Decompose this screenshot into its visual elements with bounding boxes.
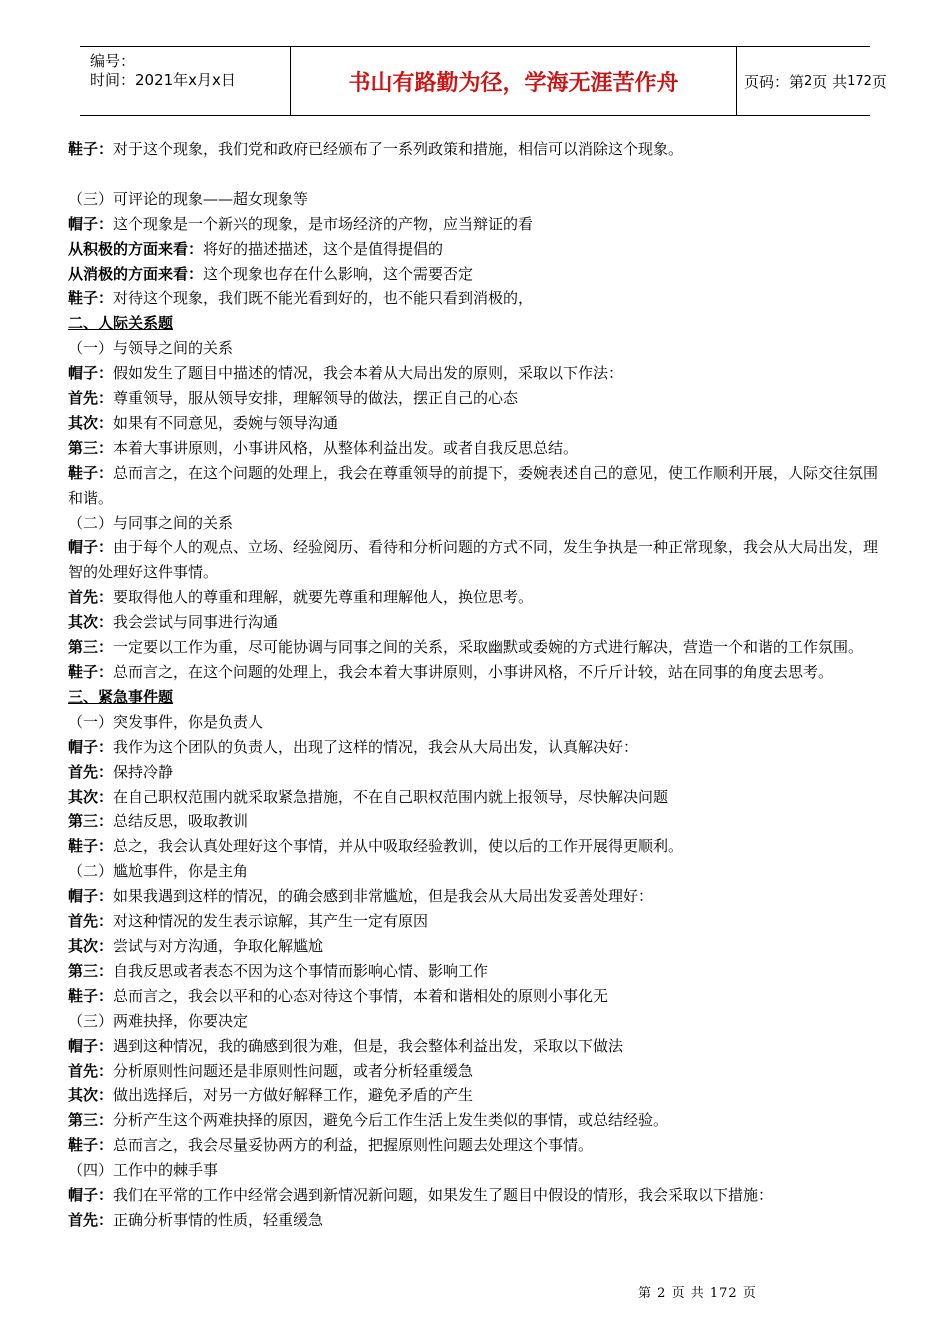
footer-prefix: 第 [638, 1286, 653, 1301]
paragraph-text: 自我反思或者表态不因为这个事情而影响心情、影响工作 [113, 961, 489, 980]
paragraph-text: 要取得他人的尊重和理解，就要先尊重和理解他人，换位思考。 [113, 588, 534, 607]
subheading [68, 859, 883, 884]
paragraph-text: 假如发生了题目中描述的情况，我会本着从大局出发的原则，采取以下作法： [113, 364, 624, 383]
paragraph-text: （三）两难抉择，你要决定 [68, 1011, 249, 1030]
footer-mid: 页 共 [671, 1286, 705, 1301]
section-heading [68, 311, 883, 336]
paragraph-label: 鞋子： [68, 140, 114, 158]
paragraph-text: 分析原则性问题还是非原则性问题，或者分析轻重缓急 [113, 1061, 474, 1080]
paragraph-text: 如果我遇到这样的情况，的确会感到非常尴尬，但是我会从大局出发妥善处理好： [113, 887, 654, 906]
serial-number-label: 编号： [90, 52, 136, 70]
labeled-paragraph [68, 660, 883, 685]
paragraph-text: 如果有不同意见，委婉与领导沟通 [113, 413, 339, 432]
paragraph-text: （二）尴尬事件，你是主角 [68, 862, 249, 881]
labeled-paragraph [68, 1083, 883, 1108]
labeled-paragraph [68, 735, 883, 760]
paragraph-label: 首先： [68, 762, 114, 781]
paragraph-label: 帽子： [68, 1186, 114, 1205]
paragraph-label: 鞋子： [68, 289, 114, 308]
page-footer [638, 1282, 757, 1301]
paragraph-label: 第三： [68, 438, 114, 457]
header-page-mid: 页 共 [812, 72, 848, 91]
labeled-paragraph [68, 1133, 883, 1158]
subheading [68, 1009, 883, 1034]
labeled-paragraph [68, 884, 883, 909]
section-heading [68, 685, 883, 710]
page-header [80, 46, 887, 116]
paragraph-text: 总而言之，在这个问题的处理上，我会在尊重领导的前提下，委婉表述自己的意见，使工作顺利开展，人际交往氛围和谐。 [68, 463, 879, 507]
labeled-paragraph [68, 1108, 883, 1133]
paragraph-text: 本着大事讲原则，小事讲风格，从整体利益出发。或者自我反思总结。 [113, 438, 579, 457]
paragraph-text: 这个现象是一个新兴的现象，是市场经济的产物，应当辩证的看 [113, 214, 534, 233]
paragraph-label: 帽子： [68, 364, 114, 383]
labeled-paragraph [68, 959, 883, 984]
paragraph-text: 在自己职权范围内就采取紧急措施，不在自己职权范围内就上报领导，尽快解决问题 [113, 787, 669, 806]
paragraph-label: 其次： [68, 787, 114, 806]
paragraph-label: 第三： [68, 812, 114, 831]
paragraph-label: 帽子： [68, 737, 114, 756]
header-page-info [736, 47, 887, 115]
header-motto: 书山有路勤为径，学海无涯苦作舟 [290, 47, 737, 115]
header-page-number: 2 [804, 73, 813, 89]
paragraph-label: 帽子： [68, 887, 114, 906]
paragraph-text: 遇到这种情况，我的确感到很为难，但是，我会整体利益出发，采取以下做法 [113, 1036, 624, 1055]
subheading [68, 511, 883, 536]
labeled-paragraph [68, 785, 883, 810]
labeled-paragraph [68, 834, 883, 859]
labeled-paragraph [68, 137, 883, 162]
labeled-paragraph [68, 760, 883, 785]
paragraph-text: 对待这个现象，我们既不能光看到好的，也不能只看到消极的， [113, 289, 534, 308]
paragraph-label: 首先： [68, 588, 114, 607]
labeled-paragraph [68, 535, 883, 585]
paragraph-label: 鞋子： [68, 986, 114, 1005]
paragraph-label: 从积极的方面来看： [68, 239, 204, 258]
labeled-paragraph [68, 361, 883, 386]
labeled-paragraph [68, 436, 883, 461]
paragraph-text: 保持冷静 [113, 762, 174, 781]
paragraph-label: 鞋子： [68, 663, 114, 682]
paragraph-label: 帽子： [68, 538, 114, 557]
paragraph-text: 做出选择后，对另一方做好解释工作，避免矛盾的产生 [113, 1086, 474, 1105]
paragraph-label: 首先： [68, 1210, 114, 1229]
paragraph-text: 这个现象也存在什么影响，这个需要否定 [203, 264, 474, 283]
paragraph-label: 其次： [68, 413, 114, 432]
labeled-paragraph [68, 934, 883, 959]
paragraph-label: 首先： [68, 1061, 114, 1080]
paragraph-label: 鞋子： [68, 1136, 114, 1155]
header-page-total: 172 [847, 73, 872, 89]
footer-suffix: 页 [742, 1286, 757, 1301]
labeled-paragraph [68, 909, 883, 934]
paragraph-label: 帽子： [68, 1036, 114, 1055]
labeled-paragraph [68, 610, 883, 635]
blank-line [68, 162, 883, 187]
paragraph-label: 帽子： [68, 214, 114, 233]
labeled-paragraph [68, 1208, 883, 1233]
labeled-paragraph [68, 1183, 883, 1208]
paragraph-label: 其次： [68, 1086, 114, 1105]
paragraph-label: 第三： [68, 638, 114, 657]
paragraph-text: （一）突发事件，你是负责人 [68, 712, 264, 731]
paragraph-text: 总而言之，我会以平和的心态对待这个事情，本着和谐相处的原则小事化无 [113, 986, 609, 1005]
paragraph-text: （一）与领导之间的关系 [68, 339, 234, 358]
paragraph-label: 从消极的方面来看： [68, 264, 204, 283]
paragraph-label: 鞋子： [68, 837, 114, 856]
paragraph-text: 一定要以工作为重，尽可能协调与同事之间的关系，采取幽默或委婉的方式进行解决，营造一个和谐的工作氛围。 [113, 638, 864, 657]
paragraph-label: 第三： [68, 1111, 114, 1130]
labeled-paragraph [68, 386, 883, 411]
paragraph-text: 我作为这个团队的负责人，出现了这样的情况，我会从大局出发，认真解决好： [113, 737, 639, 756]
paragraph-text: 对于这个现象，我们党和政府已经颁布了一系列政策和措施，相信可以消除这个现象。 [113, 140, 684, 158]
labeled-paragraph [68, 237, 883, 262]
labeled-paragraph [68, 1034, 883, 1059]
subheading [68, 1158, 883, 1183]
labeled-paragraph [68, 461, 883, 511]
paragraph-text: （三）可评论的现象——超女现象等 [68, 189, 309, 208]
paragraph-label: 首先： [68, 389, 114, 408]
header-page-prefix: 页码：第 [744, 72, 805, 91]
labeled-paragraph [68, 286, 883, 311]
paragraph-label: 其次： [68, 936, 114, 955]
paragraph-text: 正确分析事情的性质，轻重缓急 [113, 1210, 324, 1229]
date-label: 时间：2021年x月x日 [90, 71, 236, 89]
paragraph-text: 尝试与对方沟通，争取化解尴尬 [113, 936, 324, 955]
paragraph-text: 分析产生这个两难抉择的原因，避免今后工作生活上发生类似的事情，或总结经验。 [113, 1111, 669, 1130]
labeled-paragraph [68, 411, 883, 436]
paragraph-label: 鞋子： [68, 463, 114, 482]
labeled-paragraph [68, 635, 883, 660]
paragraph-text: （二）与同事之间的关系 [68, 513, 234, 532]
document-body [68, 137, 883, 1233]
paragraph-label: 首先： [68, 912, 114, 931]
paragraph-text: 我会尝试与同事进行沟通 [113, 613, 279, 632]
labeled-paragraph [68, 984, 883, 1009]
subheading [68, 710, 883, 735]
paragraph-label: 其次： [68, 613, 114, 632]
paragraph-label: 第三： [68, 961, 114, 980]
section-heading-text: 三、紧急事件题 [68, 687, 174, 706]
footer-page-number: 2 [657, 1286, 667, 1301]
paragraph-text: 将好的描述描述，这个是值得提倡的 [203, 239, 444, 258]
header-info [80, 47, 290, 115]
subheading [68, 336, 883, 361]
subheading [68, 187, 883, 212]
paragraph-text: 尊重领导，服从领导安排，理解领导的做法，摆正自己的心态 [113, 389, 519, 408]
paragraph-text: （四）工作中的棘手事 [68, 1161, 219, 1180]
paragraph-text: 由于每个人的观点、立场、经验阅历、看待和分析问题的方式不同，发生争执是一种正常现象，我会从大局出发，理智的处理好这件事情。 [68, 538, 879, 582]
labeled-paragraph [68, 262, 883, 287]
labeled-paragraph [68, 212, 883, 237]
labeled-paragraph [68, 585, 883, 610]
labeled-paragraph [68, 1059, 883, 1084]
labeled-paragraph [68, 809, 883, 834]
paragraph-text: 对这种情况的发生表示谅解，其产生一定有原因 [113, 912, 429, 931]
section-heading-text: 二、人际关系题 [68, 314, 174, 333]
footer-page-total: 172 [709, 1286, 738, 1301]
header-page-suffix: 页 [871, 72, 887, 91]
paragraph-text: 总而言之，在这个问题的处理上，我会本着大事讲原则，小事讲风格，不斤斤计较，站在同事的角度去思考。 [113, 663, 834, 682]
paragraph-text: 总而言之，我会尽量妥协两方的利益，把握原则性问题去处理这个事情。 [113, 1136, 594, 1155]
paragraph-text: 总之，我会认真处理好这个事情，并从中吸取经验教训，使以后的工作开展得更顺利。 [113, 837, 684, 856]
paragraph-text: 我们在平常的工作中经常会遇到新情况新问题，如果发生了题目中假设的情形，我会采取以下措施： [113, 1186, 774, 1205]
paragraph-text: 总结反思，吸取教训 [113, 812, 249, 831]
